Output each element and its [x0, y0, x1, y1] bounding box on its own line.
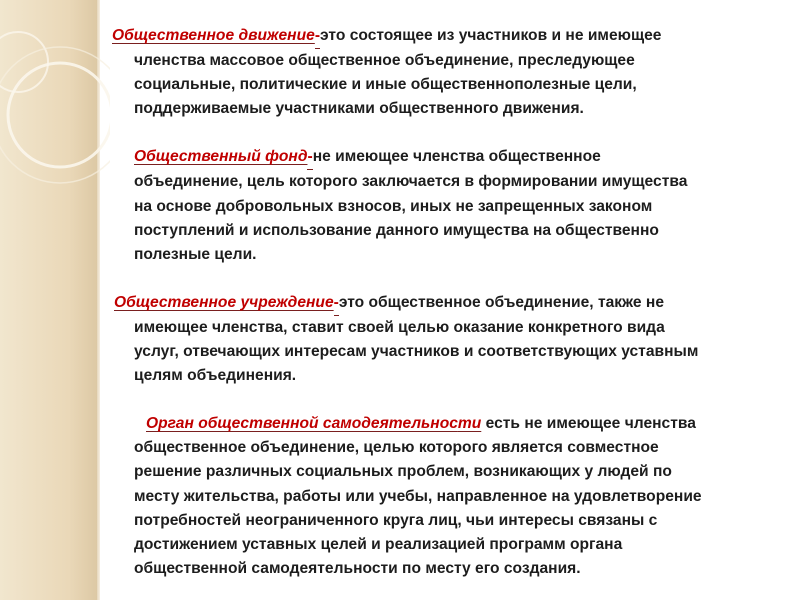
decorative-circle-large: [8, 63, 110, 167]
term-tail: ти: [457, 415, 482, 433]
term-public-movement: Общественное движение: [112, 27, 315, 44]
definition-line: полезные цели.: [134, 245, 257, 263]
definition-public-movement: [112, 24, 798, 121]
definition-line: социальные, политические и иные общественнополезные цели,: [134, 76, 637, 94]
definition-line: имеющее членства, ставит своей целью оказание конкретного вида: [134, 318, 665, 336]
term-connector: -: [334, 291, 339, 316]
term-connector: -: [315, 24, 320, 49]
definition-text-start: это состоящее из участников и не имеющее: [320, 27, 662, 44]
definition-line: достижением уставных целей и реализацией программ органа: [134, 535, 623, 553]
definition-line: на основе добровольных взносов, иных не запрещенных законом: [134, 197, 653, 215]
definition-first-line: [112, 24, 798, 49]
definitions-text: [98, 24, 798, 581]
definition-text-start: не имеющее членства общественное: [312, 148, 601, 166]
definition-first-line: [134, 145, 798, 170]
term-public-institution: Общественное учреждение: [114, 293, 334, 311]
definition-line: решение различных социальных проблем, возникающих у людей по: [134, 463, 672, 481]
term-public-self-government-body: Орган общественной самодеятельнос: [146, 415, 458, 433]
decorative-circles: [0, 0, 110, 600]
definition-first-line: [114, 291, 798, 316]
definition-text-start: есть не имеющее членства: [485, 415, 696, 433]
definition-public-institution: [114, 291, 798, 388]
definition-line: потребностей неограниченного круга лиц, чьи интересы связаны с: [134, 511, 658, 529]
term-connector: -: [307, 145, 312, 170]
definition-line: месту жительства, работы или учебы, направленное на удовлетворение: [134, 487, 702, 505]
definition-text-start: это общественное объединение, также не: [338, 293, 665, 311]
definition-first-line: [146, 412, 798, 436]
definition-line: поступлений и использование данного имущества на общественно: [134, 221, 659, 239]
decorative-circle-outer: [0, 47, 110, 183]
definition-line: целям объединения.: [134, 367, 297, 385]
decorative-circle-small: [0, 32, 48, 92]
definition-line: услуг, отвечающих интересам участников и соответствующих уставным: [134, 343, 699, 361]
definition-line: объединение, цель которого заключается в формировании имущества: [134, 173, 688, 191]
definition-line: общественное объединение, целью которого является совместное: [134, 439, 659, 457]
definition-public-fund: [134, 145, 798, 266]
definition-line: общественной самодеятельности по месту его создания.: [134, 559, 581, 577]
definition-line: членства массовое общественное объединение, преследующее: [134, 52, 635, 70]
term-public-fund: Общественный фонд: [134, 148, 308, 166]
definition-public-self-government-body: [134, 412, 798, 581]
definition-line: поддерживаемые участниками общественного движения.: [134, 100, 584, 118]
